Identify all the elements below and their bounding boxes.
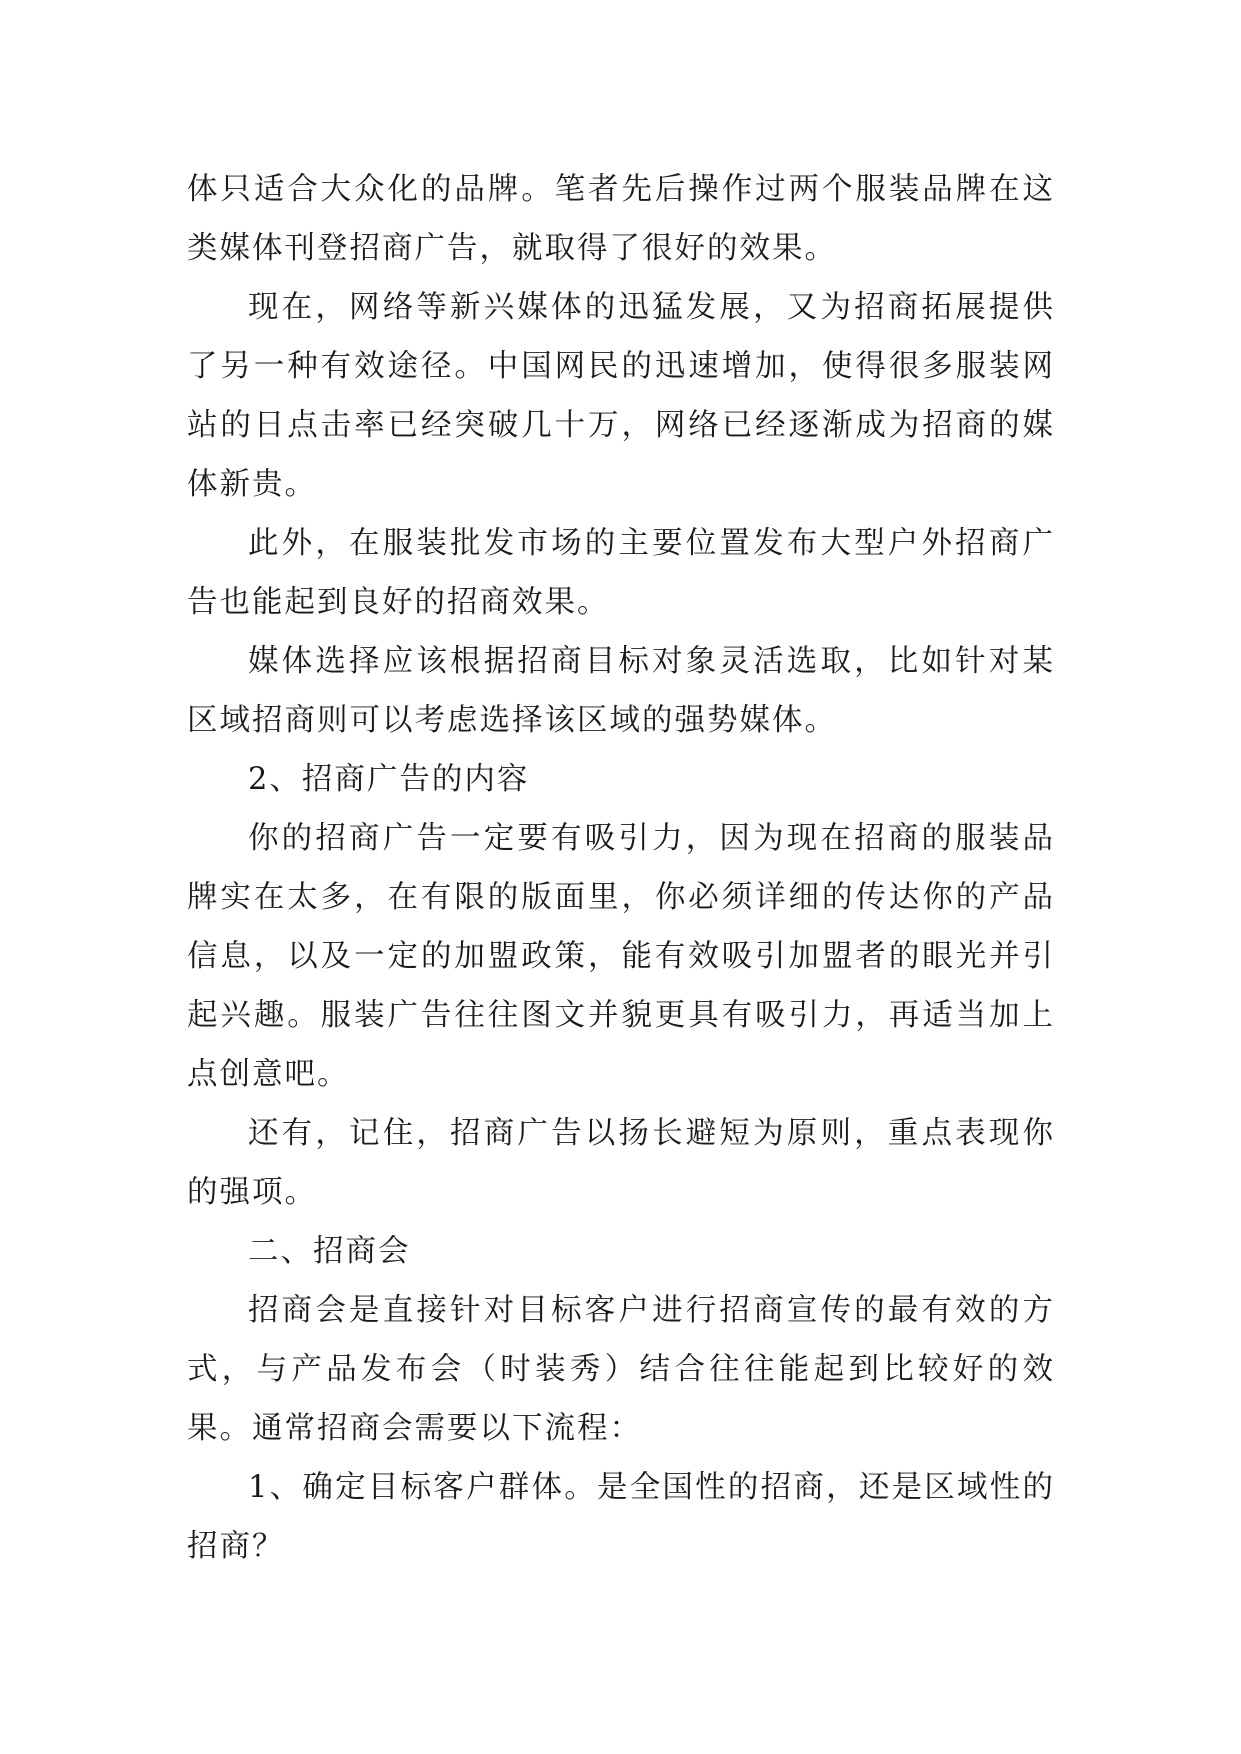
paragraph-media-suitability: 体只适合大众化的品牌。笔者先后操作过两个服装品牌在这类媒体刊登招商广告，就取得了很好的效果。 — [187, 172, 1055, 266]
paragraph-outdoor-ads: 此外，在服装批发市场的主要位置发布大型户外招商广告也能起到良好的招商效果。 — [187, 526, 1055, 620]
paragraph-ad-appeal: 你的招商广告一定要有吸引力，因为现在招商的服装品牌实在太多，在有限的版面里，你必须详细的传达你的产品信息，以及一定的加盟政策，能有效吸引加盟者的眼光并引起兴趣。服装广告往往图文并貌更具有吸引力，再适当加上点创意吧。 — [187, 821, 1055, 1092]
paragraph-media-selection: 媒体选择应该根据招商目标对象灵活选取，比如针对某区域招商则可以考虑选择该区域的强势媒体。 — [187, 644, 1055, 738]
document-body — [187, 160, 1055, 1576]
paragraph-target-customers: 1、确定目标客户群体。是全国性的招商，还是区域性的招商？ — [187, 1470, 1055, 1564]
section-heading-investment-meeting: 二、招商会 — [248, 1234, 411, 1269]
paragraph-ad-strengths: 还有，记住，招商广告以扬长避短为原则，重点表现你的强项。 — [187, 1116, 1055, 1210]
section-heading-ad-content: 2、招商广告的内容 — [248, 762, 530, 797]
paragraph-meeting-intro: 招商会是直接针对目标客户进行招商宣传的最有效的方式，与产品发布会（时装秀）结合往往能起到比较好的效果。通常招商会需要以下流程： — [187, 1293, 1055, 1446]
paragraph-online-media: 现在，网络等新兴媒体的迅猛发展，又为招商拓展提供了另一种有效途径。中国网民的迅速增加，使得很多服装网站的日点击率已经突破几十万，网络已经逐渐成为招商的媒体新贵。 — [187, 290, 1055, 502]
